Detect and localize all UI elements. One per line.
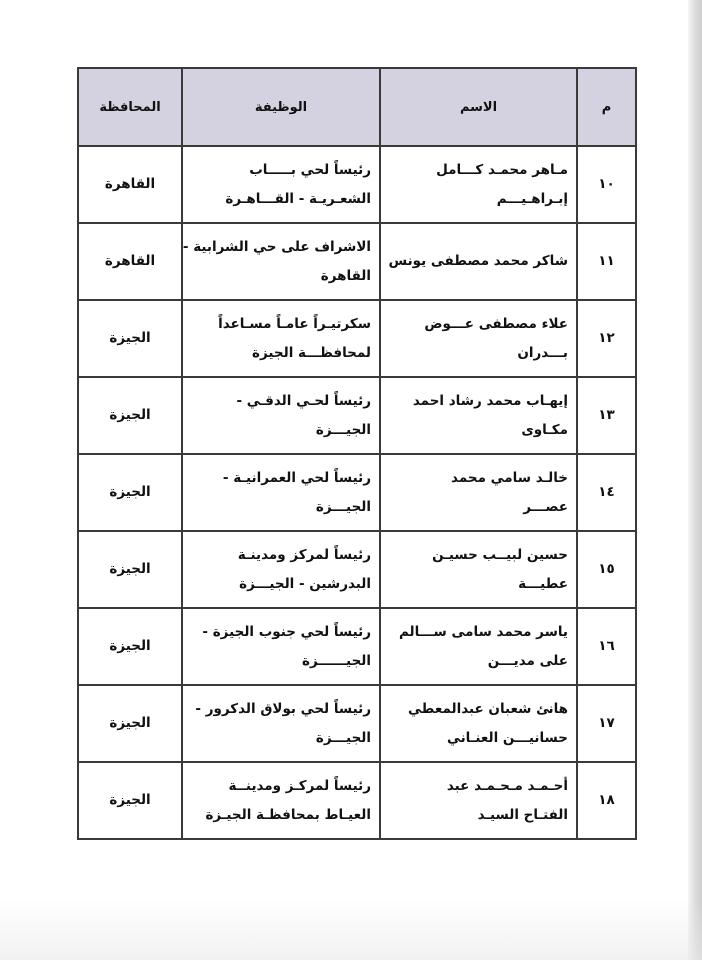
name-line: عطيـــة (518, 575, 568, 592)
table-row (78, 377, 636, 454)
row-job (182, 531, 380, 608)
table-row (78, 223, 636, 300)
job-line: سكرتيـراً عامـاً مسـاعداً (218, 315, 371, 332)
table-row (78, 531, 636, 608)
row-name (380, 454, 577, 531)
name-line: بـــدران (517, 344, 568, 361)
row-governorate: الجيزة (78, 762, 182, 839)
row-governorate: الجيزة (78, 377, 182, 454)
row-job (182, 300, 380, 377)
job-line: الجيـــزة (315, 498, 371, 515)
job-line: الجيـــزة (315, 729, 371, 746)
job-line: رئيساً لحي العمرانيـة - (222, 469, 371, 486)
table-row (78, 608, 636, 685)
row-number: ١٤ (577, 454, 636, 531)
row-governorate: الجيزة (78, 300, 182, 377)
page-edge-shadow (688, 0, 702, 960)
name-line: أحـمـد مـحـمـد عبد (446, 777, 568, 794)
header-num: م (577, 68, 636, 146)
row-job (182, 685, 380, 762)
row-number: ١٠ (577, 146, 636, 223)
row-name (380, 377, 577, 454)
job-line: رئيساً لحي بولاق الدكرور - (195, 700, 371, 717)
name-line: إيهـاب محمد رشاد احمد (412, 392, 568, 409)
job-line: رئيساً لمركـز ومدينــة (228, 777, 371, 794)
header-job: الوظيفة (182, 68, 380, 146)
row-job (182, 608, 380, 685)
header-governorate: المحافظة (78, 68, 182, 146)
job-line: لمحافظـــة الجيزة (252, 344, 371, 361)
job-line: الجيـــزة (315, 421, 371, 438)
table-header-row (78, 68, 636, 146)
table-row (78, 454, 636, 531)
name-line: مكـاوى (521, 421, 568, 438)
row-governorate: القاهرة (78, 223, 182, 300)
row-governorate: الجيزة (78, 454, 182, 531)
job-line: الاشراف على حي الشرابية - (182, 238, 371, 255)
name-line: خالـد سامي محمد (451, 469, 568, 486)
job-line: البدرشين - الجيـــزة (239, 575, 371, 592)
header-name: الاسم (380, 68, 577, 146)
job-line: الجيــــــزة (302, 652, 371, 669)
name-line: علاء مصطفى عـــوض (424, 315, 568, 332)
name-line: على مديـــن (487, 652, 568, 669)
row-name (380, 762, 577, 839)
row-name (380, 608, 577, 685)
name-line: حسين لبيــب حسيـن (432, 546, 568, 563)
row-governorate: الجيزة (78, 608, 182, 685)
row-job (182, 223, 380, 300)
row-job (182, 454, 380, 531)
row-name (380, 531, 577, 608)
name-line: هانئ شعبان عبدالمعطي (408, 700, 568, 717)
row-job (182, 146, 380, 223)
name-line: الفتـاح السيـد (477, 806, 568, 823)
row-governorate: القاهرة (78, 146, 182, 223)
name-line: شاكر محمد مصطفى يونس (388, 253, 568, 269)
job-line: القاهرة (320, 267, 371, 284)
row-number: ١٥ (577, 531, 636, 608)
row-governorate: الجيزة (78, 531, 182, 608)
job-line: رئيساً لحي بـــــاب (249, 161, 371, 178)
row-number: ١١ (577, 223, 636, 300)
row-name (380, 685, 577, 762)
job-line: الشعـريـة - القـــاهـرة (225, 190, 371, 207)
name-line: مـاهر محمـد كـــامل (436, 161, 568, 178)
name-line: عصـــر (523, 498, 568, 515)
name-line: ياسر محمد سامى ســـالم (398, 623, 568, 640)
officials-table (77, 67, 637, 840)
job-line: رئيساً لمركز ومدينـة (237, 546, 371, 563)
job-line: رئيساً لحي جنوب الجيزة - (202, 623, 371, 640)
row-number: ١٣ (577, 377, 636, 454)
table-row (78, 762, 636, 839)
row-job (182, 377, 380, 454)
row-governorate: الجيزة (78, 685, 182, 762)
table-row (78, 146, 636, 223)
page-bottom-shade (0, 900, 702, 960)
row-name (380, 300, 577, 377)
row-number: ١٨ (577, 762, 636, 839)
row-number: ١٦ (577, 608, 636, 685)
row-number: ١٧ (577, 685, 636, 762)
row-number: ١٢ (577, 300, 636, 377)
row-name (380, 146, 577, 223)
name-line: إبـراهـيـــم (496, 190, 568, 207)
name-line: حسانيـــن العنـاني (446, 729, 568, 746)
table-row (78, 300, 636, 377)
row-name (380, 223, 577, 300)
job-line: العيـاط بمحافظـة الجيـزة (205, 806, 371, 823)
job-line: رئيساً لحـي الدقـي - (236, 392, 371, 409)
row-job (182, 762, 380, 839)
table-row (78, 685, 636, 762)
